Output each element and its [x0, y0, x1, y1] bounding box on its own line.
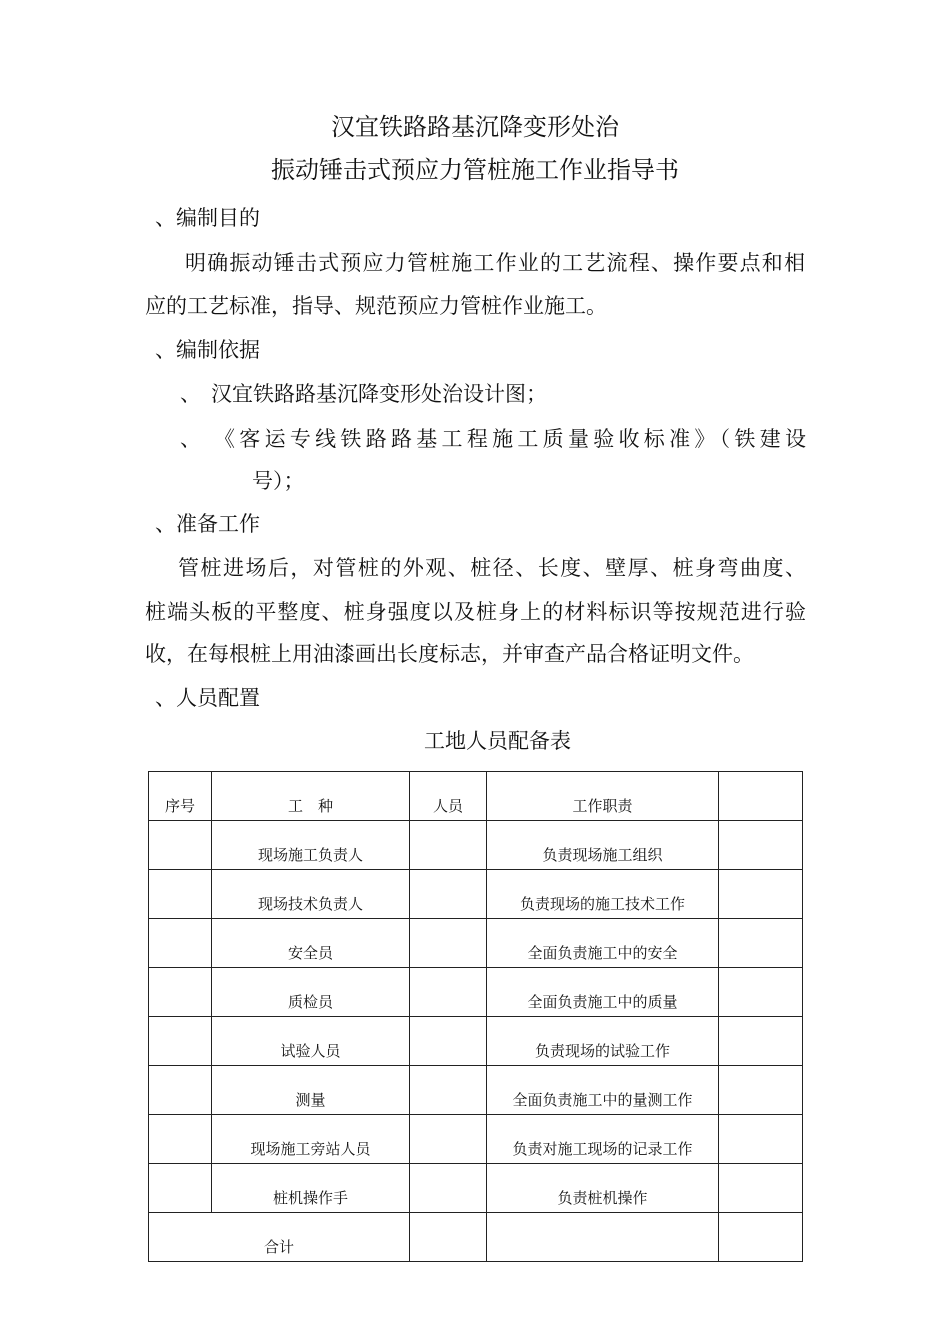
row-type: 现场施工旁站人员: [212, 1115, 410, 1164]
prep-line-1: 管桩进场后，对管桩的外观、桩径、长度、壁厚、桩身弯曲度、: [178, 556, 806, 580]
basis-item-2: 《客运专线铁路路基工程施工质量验收标准》（铁建设: [214, 427, 806, 451]
row-extra: [719, 919, 803, 968]
basis-heading: 、编制依据: [155, 338, 260, 362]
row-type: 试验人员: [212, 1017, 410, 1066]
basis-item-1-marker: 、: [180, 382, 201, 406]
row-extra: [719, 821, 803, 870]
row-type: 安全员: [212, 919, 410, 968]
total-duty: [487, 1213, 719, 1262]
total-extra: [719, 1213, 803, 1262]
row-no: [149, 968, 212, 1017]
header-extra: [719, 772, 803, 821]
purpose-line-2: 应的工艺标准，指导、规范预应力管桩作业施工。: [145, 294, 607, 318]
row-no: [149, 1017, 212, 1066]
document-subtitle: 振动锤击式预应力管桩施工作业指导书: [271, 156, 679, 184]
prep-heading: 、准备工作: [155, 512, 260, 536]
row-type: 质检员: [212, 968, 410, 1017]
total-count: [410, 1213, 487, 1262]
row-type: 现场施工负责人: [212, 821, 410, 870]
row-no: [149, 1164, 212, 1213]
basis-item-1: 汉宜铁路路基沉降变形处治设计图；: [211, 382, 547, 406]
row-type: 测量: [212, 1066, 410, 1115]
header-count: 人员: [410, 772, 487, 821]
header-type: 工 种: [212, 772, 410, 821]
table-row: [149, 1017, 803, 1066]
basis-item-2-marker: 、: [180, 427, 201, 451]
row-duty: 负责桩机操作: [487, 1164, 719, 1213]
table-total-row: [149, 1213, 803, 1262]
row-no: [149, 870, 212, 919]
table-row: [149, 821, 803, 870]
staff-heading: 、人员配置: [155, 686, 260, 710]
prep-line-2: 桩端头板的平整度、桩身强度以及桩身上的材料标识等按规范进行验: [145, 600, 806, 624]
purpose-line-1: 明确振动锤击式预应力管桩施工作业的工艺流程、操作要点和相: [185, 251, 805, 275]
table-row: [149, 870, 803, 919]
row-extra: [719, 968, 803, 1017]
staff-table: [148, 771, 803, 1262]
row-duty: 负责现场施工组织: [487, 821, 719, 870]
purpose-heading: 、编制目的: [155, 206, 260, 230]
document-title: 汉宜铁路路基沉降变形处治: [331, 113, 619, 141]
row-duty: 负责对施工现场的记录工作: [487, 1115, 719, 1164]
row-duty: 负责现场的试验工作: [487, 1017, 719, 1066]
table-row: [149, 1164, 803, 1213]
row-count: [410, 1164, 487, 1213]
row-duty: 全面负责施工中的安全: [487, 919, 719, 968]
row-no: [149, 1115, 212, 1164]
row-count: [410, 1017, 487, 1066]
row-no: [149, 919, 212, 968]
table-row: [149, 1115, 803, 1164]
row-type: 现场技术负责人: [212, 870, 410, 919]
row-count: [410, 919, 487, 968]
row-duty: 负责现场的施工技术工作: [487, 870, 719, 919]
prep-line-3: 收，在每根桩上用油漆画出长度标志，并审查产品合格证明文件。: [145, 642, 754, 666]
row-count: [410, 1115, 487, 1164]
row-extra: [719, 870, 803, 919]
row-extra: [719, 1164, 803, 1213]
row-duty: 全面负责施工中的量测工作: [487, 1066, 719, 1115]
total-label: 合计: [149, 1213, 410, 1262]
row-extra: [719, 1017, 803, 1066]
row-count: [410, 1066, 487, 1115]
table-row: [149, 1066, 803, 1115]
table-caption: 工地人员配备表: [424, 729, 571, 753]
row-count: [410, 821, 487, 870]
row-no: [149, 821, 212, 870]
header-no: 序号: [149, 772, 212, 821]
row-no: [149, 1066, 212, 1115]
row-count: [410, 968, 487, 1017]
row-extra: [719, 1066, 803, 1115]
row-type: 桩机操作手: [212, 1164, 410, 1213]
basis-item-2-continued: 号）；: [252, 469, 305, 493]
table-row: [149, 919, 803, 968]
row-duty: 全面负责施工中的质量: [487, 968, 719, 1017]
header-duty: 工作职责: [487, 772, 719, 821]
row-count: [410, 870, 487, 919]
table-row: [149, 968, 803, 1017]
row-extra: [719, 1115, 803, 1164]
table-header-row: [149, 772, 803, 821]
